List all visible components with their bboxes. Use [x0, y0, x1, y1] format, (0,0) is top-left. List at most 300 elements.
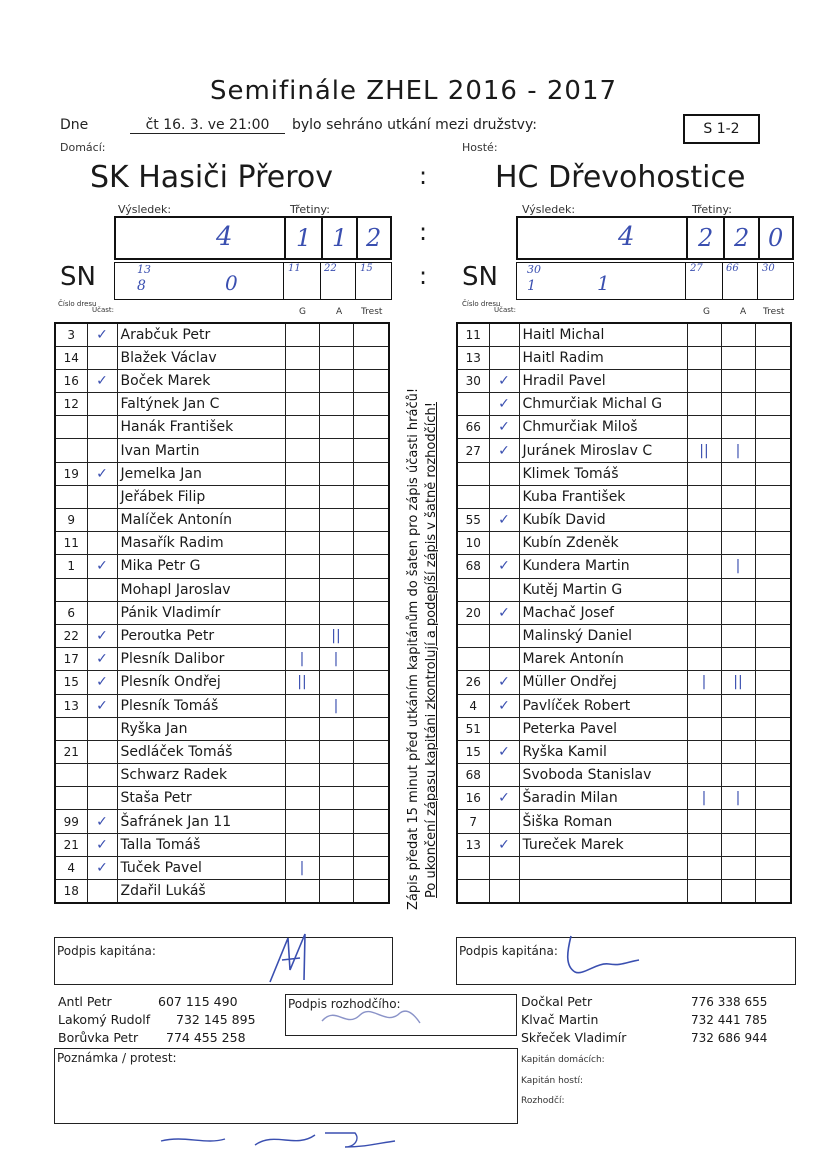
- player-penalty: [755, 462, 791, 485]
- player-goals: [285, 393, 319, 416]
- referee-signature: [316, 1001, 426, 1033]
- home-player-row: [55, 856, 389, 879]
- footer-scribble: [155, 1125, 405, 1155]
- player-number: 19: [55, 462, 87, 485]
- away-dres-label: Číslo dresu: [462, 300, 501, 308]
- home-sn-mark-3: 15: [360, 263, 373, 274]
- player-number: 14: [55, 346, 87, 369]
- player-number: [55, 439, 87, 462]
- player-penalty: [755, 810, 791, 833]
- contact-name: Borůvka Petr: [58, 1030, 139, 1045]
- player-assists: [319, 833, 353, 856]
- player-name: Kuba František: [519, 485, 687, 508]
- player-name: Müller Ondřej: [519, 671, 687, 694]
- player-name: Zdařil Lukáš: [117, 880, 285, 903]
- home-player-row: [55, 578, 389, 601]
- player-penalty: [755, 880, 791, 903]
- player-penalty: [353, 624, 389, 647]
- home-player-row: [55, 810, 389, 833]
- home-sn-label: SN: [60, 262, 96, 292]
- player-penalty: [755, 624, 791, 647]
- away-player-row: [457, 509, 791, 532]
- player-attendance: ✓: [87, 833, 117, 856]
- player-penalty: [755, 485, 791, 508]
- away-player-row: [457, 787, 791, 810]
- player-number: 16: [457, 787, 489, 810]
- player-assists: [721, 833, 755, 856]
- away-player-row: [457, 601, 791, 624]
- player-name: Boček Marek: [117, 369, 285, 392]
- player-number: 99: [55, 810, 87, 833]
- player-penalty: [755, 578, 791, 601]
- player-attendance: [87, 601, 117, 624]
- player-goals: ||: [285, 671, 319, 694]
- away-ucast-label: Účast:: [494, 306, 517, 314]
- player-attendance: [489, 856, 519, 879]
- player-assists: [721, 694, 755, 717]
- home-player-row: [55, 439, 389, 462]
- home-captain-signature-box: [54, 937, 393, 985]
- player-assists: [721, 810, 755, 833]
- player-attendance: [87, 578, 117, 601]
- player-penalty: [353, 810, 389, 833]
- home-player-row: [55, 740, 389, 763]
- referee-label: Rozhodčí:: [521, 1096, 565, 1106]
- player-attendance: [489, 648, 519, 671]
- player-goals: [687, 323, 721, 346]
- player-name: [519, 856, 687, 879]
- player-name: Marek Antonín: [519, 648, 687, 671]
- contact-name: Lakomý Rudolf: [58, 1012, 151, 1027]
- player-name: Pavlíček Robert: [519, 694, 687, 717]
- player-penalty: [353, 555, 389, 578]
- away-g-label: G: [703, 307, 710, 317]
- player-assists: [319, 485, 353, 508]
- player-number: [55, 485, 87, 508]
- away-player-row: [457, 833, 791, 856]
- player-penalty: [353, 787, 389, 810]
- player-attendance: [87, 485, 117, 508]
- player-penalty: [353, 764, 389, 787]
- home-player-row: [55, 648, 389, 671]
- away-player-row: [457, 671, 791, 694]
- player-name: Juránek Miroslav C: [519, 439, 687, 462]
- away-player-row: [457, 346, 791, 369]
- player-attendance: ✓: [87, 648, 117, 671]
- referee-signature-box: [285, 994, 517, 1036]
- home-player-row: [55, 555, 389, 578]
- player-number: [55, 578, 87, 601]
- note-protest-label: Poznámka / protest:: [57, 1051, 177, 1065]
- player-penalty: [755, 856, 791, 879]
- player-assists: [319, 856, 353, 879]
- player-attendance: ✓: [489, 509, 519, 532]
- player-goals: [687, 810, 721, 833]
- player-penalty: [755, 439, 791, 462]
- player-number: 68: [457, 555, 489, 578]
- home-player-row: [55, 833, 389, 856]
- player-penalty: [353, 601, 389, 624]
- player-goals: [285, 462, 319, 485]
- match-code: S 1-2: [683, 114, 760, 144]
- player-penalty: [353, 369, 389, 392]
- away-sn-label: SN: [462, 262, 498, 292]
- away-player-row: [457, 485, 791, 508]
- player-assists: ||: [319, 624, 353, 647]
- player-attendance: ✓: [489, 439, 519, 462]
- player-goals: [687, 856, 721, 879]
- player-penalty: [353, 439, 389, 462]
- player-attendance: [489, 624, 519, 647]
- player-name: Haitl Radim: [519, 346, 687, 369]
- player-number: 1: [55, 555, 87, 578]
- player-attendance: ✓: [87, 624, 117, 647]
- home-periods-label: Třetiny:: [290, 203, 330, 216]
- player-name: Ivan Martin: [117, 439, 285, 462]
- home-player-row: [55, 694, 389, 717]
- player-name: Peterka Pavel: [519, 717, 687, 740]
- player-number: 10: [457, 532, 489, 555]
- player-attendance: [489, 462, 519, 485]
- away-trest-label: Trest: [763, 307, 785, 317]
- player-assists: [319, 532, 353, 555]
- player-penalty: [755, 787, 791, 810]
- player-attendance: [87, 346, 117, 369]
- player-assists: [721, 717, 755, 740]
- home-player-row: [55, 509, 389, 532]
- player-attendance: ✓: [87, 694, 117, 717]
- player-number: 9: [55, 509, 87, 532]
- player-goals: [285, 694, 319, 717]
- player-penalty: [353, 416, 389, 439]
- player-goals: [687, 462, 721, 485]
- home-sn-mark-2: 22: [324, 263, 337, 274]
- player-assists: [319, 764, 353, 787]
- score-separator: :: [419, 218, 428, 246]
- away-player-row: [457, 532, 791, 555]
- away-player-row: [457, 694, 791, 717]
- sn-separator: :: [419, 262, 428, 290]
- player-attendance: ✓: [489, 694, 519, 717]
- player-name: Malinský Daniel: [519, 624, 687, 647]
- home-player-row: [55, 462, 389, 485]
- contact-phone: 732 686 944: [691, 1031, 768, 1045]
- home-captain-label: Podpis kapitána:: [57, 944, 156, 958]
- player-goals: [687, 578, 721, 601]
- player-penalty: [755, 601, 791, 624]
- player-goals: [285, 787, 319, 810]
- player-number: 20: [457, 601, 489, 624]
- player-penalty: [755, 833, 791, 856]
- player-goals: [285, 346, 319, 369]
- player-assists: [319, 369, 353, 392]
- home-label: Domácí:: [60, 141, 106, 154]
- player-name: Pánik Vladimír: [117, 601, 285, 624]
- player-assists: [319, 323, 353, 346]
- player-assists: |: [721, 787, 755, 810]
- player-goals: [687, 833, 721, 856]
- player-number: 55: [457, 509, 489, 532]
- player-name: Ryška Kamil: [519, 740, 687, 763]
- away-player-row: [457, 810, 791, 833]
- contact-name: Klvač Martin: [521, 1012, 599, 1027]
- player-name: Hradil Pavel: [519, 369, 687, 392]
- player-assists: |: [319, 694, 353, 717]
- away-player-row: [457, 462, 791, 485]
- player-assists: [721, 462, 755, 485]
- player-number: [457, 648, 489, 671]
- player-attendance: [489, 717, 519, 740]
- home-player-row: [55, 532, 389, 555]
- home-player-row: [55, 601, 389, 624]
- player-number: [457, 880, 489, 903]
- player-goals: [285, 740, 319, 763]
- player-assists: [319, 787, 353, 810]
- player-penalty: [755, 694, 791, 717]
- home-trest-label: Trest: [361, 307, 383, 317]
- player-assists: [721, 323, 755, 346]
- player-name: Šiška Roman: [519, 810, 687, 833]
- page-title: Semifinále ZHEL 2016 - 2017: [209, 76, 618, 106]
- player-assists: [319, 601, 353, 624]
- contact-name: Skřeček Vladimír: [521, 1030, 627, 1045]
- away-player-row: [457, 648, 791, 671]
- player-number: 3: [55, 323, 87, 346]
- player-goals: |: [687, 787, 721, 810]
- player-attendance: [489, 764, 519, 787]
- player-goals: [687, 555, 721, 578]
- player-goals: [285, 717, 319, 740]
- player-number: 68: [457, 764, 489, 787]
- player-attendance: [87, 880, 117, 903]
- home-player-row: [55, 393, 389, 416]
- away-period-2: 2: [734, 224, 750, 252]
- player-penalty: [755, 416, 791, 439]
- player-name: Chmurčiak Miloš: [519, 416, 687, 439]
- date-value: čt 16. 3. ve 21:00: [130, 117, 285, 134]
- player-goals: |: [687, 671, 721, 694]
- player-penalty: [353, 462, 389, 485]
- player-name: Faltýnek Jan C: [117, 393, 285, 416]
- player-attendance: [489, 346, 519, 369]
- away-period-1: 2: [698, 224, 714, 252]
- home-player-row: [55, 624, 389, 647]
- player-assists: [319, 880, 353, 903]
- player-attendance: [489, 880, 519, 903]
- player-number: [457, 856, 489, 879]
- player-attendance: [489, 323, 519, 346]
- player-name: Jemelka Jan: [117, 462, 285, 485]
- player-attendance: ✓: [87, 810, 117, 833]
- player-number: 16: [55, 369, 87, 392]
- contact-phone: 732 145 895: [176, 1012, 256, 1027]
- player-penalty: [755, 740, 791, 763]
- player-goals: [285, 323, 319, 346]
- player-name: Masařík Radim: [117, 532, 285, 555]
- away-a-label: A: [740, 307, 747, 317]
- player-name: Plesník Dalibor: [117, 648, 285, 671]
- player-assists: [721, 393, 755, 416]
- player-penalty: [755, 648, 791, 671]
- away-captain-signature-box: [456, 937, 796, 985]
- home-player-row: [55, 671, 389, 694]
- home-team-name: SK Hasiči Přerov: [90, 160, 334, 195]
- player-assists: [319, 393, 353, 416]
- player-assists: [721, 485, 755, 508]
- player-assists: [319, 717, 353, 740]
- away-sn-mark-1: 27: [690, 263, 703, 274]
- player-penalty: [353, 880, 389, 903]
- player-attendance: [489, 485, 519, 508]
- player-attendance: ✓: [489, 787, 519, 810]
- player-assists: [319, 555, 353, 578]
- player-goals: |: [285, 648, 319, 671]
- player-number: 6: [55, 601, 87, 624]
- player-goals: [285, 416, 319, 439]
- player-assists: [319, 439, 353, 462]
- home-a-label: A: [336, 307, 343, 317]
- home-player-row: [55, 416, 389, 439]
- home-sn-bottom: 8: [137, 278, 146, 294]
- home-captain-signature: [260, 930, 330, 986]
- player-name: Svoboda Stanislav: [519, 764, 687, 787]
- player-name: Machač Josef: [519, 601, 687, 624]
- player-attendance: [489, 532, 519, 555]
- player-assists: [319, 346, 353, 369]
- player-goals: [687, 532, 721, 555]
- home-dres-label: Číslo dresu: [58, 300, 97, 308]
- referee-signature-label: Podpis rozhodčího:: [288, 997, 401, 1011]
- player-goals: [687, 717, 721, 740]
- team-separator: :: [419, 162, 428, 190]
- player-name: Malíček Antonín: [117, 509, 285, 532]
- away-player-row: [457, 369, 791, 392]
- player-goals: [687, 694, 721, 717]
- player-attendance: [87, 393, 117, 416]
- away-player-row: [457, 393, 791, 416]
- note-protest-box: [54, 1048, 518, 1124]
- home-sn-box: [114, 262, 392, 300]
- player-penalty: [353, 485, 389, 508]
- player-penalty: [353, 648, 389, 671]
- player-assists: [319, 810, 353, 833]
- away-player-row: [457, 740, 791, 763]
- contacts-right: [521, 993, 771, 1047]
- contact-phone: 774 455 258: [166, 1030, 246, 1045]
- player-assists: [721, 648, 755, 671]
- player-attendance: ✓: [489, 833, 519, 856]
- player-penalty: [755, 717, 791, 740]
- player-assists: ||: [721, 671, 755, 694]
- player-number: 15: [55, 671, 87, 694]
- player-goals: [285, 485, 319, 508]
- player-assists: [721, 346, 755, 369]
- player-name: Šaradin Milan: [519, 787, 687, 810]
- player-goals: [285, 369, 319, 392]
- player-name: Tuček Pavel: [117, 856, 285, 879]
- center-note-line1: Zápis předat 15 minut před utkáním kapitánům do šaten pro zápis účasti hráčů!: [406, 387, 421, 910]
- player-number: 22: [55, 624, 87, 647]
- player-number: 51: [457, 717, 489, 740]
- player-attendance: ✓: [489, 740, 519, 763]
- player-goals: [687, 764, 721, 787]
- player-penalty: [353, 532, 389, 555]
- player-attendance: [87, 740, 117, 763]
- player-number: 26: [457, 671, 489, 694]
- player-goals: [687, 393, 721, 416]
- away-score-box: [516, 216, 794, 260]
- away-sn-bottom: 1: [527, 278, 536, 294]
- player-assists: [721, 578, 755, 601]
- center-note-line2: Po ukončení zápasu kapitáni zkontrolují a podepíší zápis v šatně rozhodčích!: [424, 402, 439, 898]
- player-name: Tureček Marek: [519, 833, 687, 856]
- player-name: Haitl Michal: [519, 323, 687, 346]
- player-name: Kubík David: [519, 509, 687, 532]
- contacts-left: [58, 993, 256, 1047]
- home-period-1: 1: [296, 224, 312, 252]
- player-attendance: ✓: [489, 671, 519, 694]
- home-player-row: [55, 323, 389, 346]
- player-attendance: ✓: [489, 393, 519, 416]
- away-sn-top: 30: [527, 263, 541, 276]
- player-number: [457, 578, 489, 601]
- player-assists: [721, 740, 755, 763]
- away-period-3: 0: [768, 224, 784, 252]
- player-attendance: [87, 509, 117, 532]
- player-penalty: [353, 578, 389, 601]
- player-number: 15: [457, 740, 489, 763]
- player-number: [457, 485, 489, 508]
- player-goals: [285, 764, 319, 787]
- player-penalty: [755, 555, 791, 578]
- player-assists: [721, 532, 755, 555]
- player-goals: [285, 601, 319, 624]
- away-sn-mark-3: 30: [762, 263, 775, 274]
- player-assists: |: [319, 648, 353, 671]
- player-name: Peroutka Petr: [117, 624, 285, 647]
- player-goals: ||: [687, 439, 721, 462]
- player-goals: [285, 532, 319, 555]
- player-goals: [285, 833, 319, 856]
- player-number: [55, 717, 87, 740]
- player-name: Kundera Martin: [519, 555, 687, 578]
- player-number: 13: [55, 694, 87, 717]
- contact-phone: 607 115 490: [158, 994, 238, 1009]
- player-assists: [319, 740, 353, 763]
- player-attendance: [87, 717, 117, 740]
- home-player-row: [55, 787, 389, 810]
- away-player-row: [457, 717, 791, 740]
- player-goals: [285, 509, 319, 532]
- player-penalty: [755, 393, 791, 416]
- player-name: Kubín Zdeněk: [519, 532, 687, 555]
- player-assists: [319, 509, 353, 532]
- away-captain-label: Podpis kapitána:: [459, 944, 558, 958]
- player-goals: [687, 740, 721, 763]
- player-number: 27: [457, 439, 489, 462]
- player-penalty: [353, 740, 389, 763]
- home-player-row: [55, 369, 389, 392]
- home-roster-table: [54, 322, 390, 904]
- player-assists: |: [721, 439, 755, 462]
- player-assists: [319, 578, 353, 601]
- player-penalty: [755, 369, 791, 392]
- captain-home-label: Kapitán domácích:: [521, 1055, 605, 1065]
- away-result-label: Výsledek:: [522, 203, 576, 216]
- player-name: Talla Tomáš: [117, 833, 285, 856]
- player-name: Ryška Jan: [117, 717, 285, 740]
- player-penalty: [353, 509, 389, 532]
